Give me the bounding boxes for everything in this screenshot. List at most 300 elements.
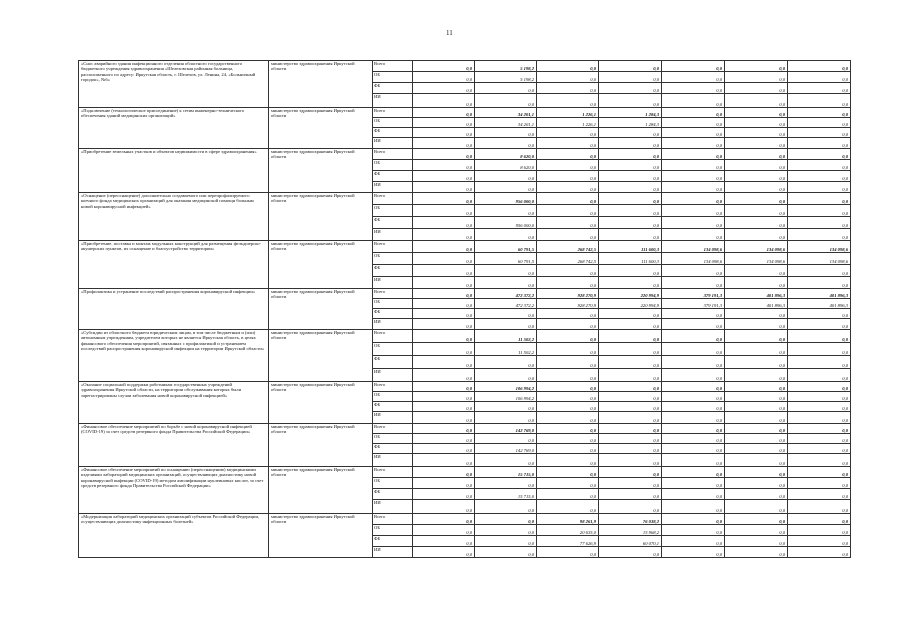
- amount-cell: 0,0: [475, 205, 537, 217]
- amount-cell: 0,0: [413, 412, 475, 424]
- amount-cell: 0,0: [537, 467, 599, 478]
- amount-cell: 0,0: [475, 277, 537, 289]
- amount-cell: 0,0: [599, 424, 662, 434]
- amount-cell: 401 896,3: [725, 289, 788, 299]
- amount-cell: 0,0: [725, 61, 788, 72]
- table-row: [79, 330, 851, 343]
- amount-cell: 0,0: [725, 319, 788, 330]
- amount-cell: 0,0: [599, 217, 662, 229]
- amount-cell: 0,0: [599, 356, 662, 369]
- amount-cell: 0,0: [599, 369, 662, 382]
- amount-cell: 0,0: [725, 467, 788, 478]
- amount-cell: 0,0: [725, 128, 788, 138]
- amount-cell: 0,0: [725, 500, 788, 514]
- responsible-executor: министерство здравоохранения Иркутской области: [269, 289, 373, 330]
- amount-cell: 0,0: [599, 319, 662, 330]
- amount-cell: 401 896,3: [788, 299, 851, 309]
- amount-cell: 0,0: [662, 94, 725, 108]
- amount-cell: 0,0: [662, 536, 725, 547]
- amount-cell: 0,0: [662, 330, 725, 343]
- amount-cell: 0,0: [725, 424, 788, 434]
- responsible-executor: министерство здравоохранения Иркутской области: [269, 108, 373, 149]
- amount-cell: 8 620,0: [475, 149, 537, 160]
- amount-cell: 0,0: [537, 138, 599, 149]
- amount-cell: 956 000,0: [475, 217, 537, 229]
- funding-source: ФБ: [373, 309, 413, 319]
- funding-source: Всего: [373, 330, 413, 343]
- amount-cell: 0,0: [413, 277, 475, 289]
- amount-cell: 0,0: [788, 489, 851, 500]
- amount-cell: 0,0: [599, 83, 662, 94]
- amount-cell: 0,0: [413, 500, 475, 514]
- amount-cell: 0,0: [725, 182, 788, 193]
- table-row: [79, 382, 851, 392]
- amount-cell: 0,0: [537, 149, 599, 160]
- amount-cell: 0,0: [788, 356, 851, 369]
- amount-cell: 0,0: [662, 83, 725, 94]
- amount-cell: 15 715,0: [475, 467, 537, 478]
- amount-cell: 0,0: [725, 171, 788, 182]
- amount-cell: 1 226,1: [537, 108, 599, 118]
- amount-cell: 0,0: [725, 309, 788, 319]
- amount-cell: 0,0: [788, 514, 851, 525]
- amount-cell: 0,0: [662, 265, 725, 277]
- funding-source: ОБ: [373, 253, 413, 265]
- amount-cell: 0,0: [662, 356, 725, 369]
- amount-cell: 0,0: [662, 138, 725, 149]
- responsible-executor: министерство здравоохранения Иркутской области: [269, 61, 373, 108]
- amount-cell: 134 098,6: [662, 241, 725, 253]
- amount-cell: 0,0: [662, 149, 725, 160]
- amount-cell: 0,0: [537, 128, 599, 138]
- activity-name: «Оснащение (переоснащение) дополнительно создаваемого или перепрофилируемого коечного фонда медицинских организаций для оказания медицинской помощи больным новой коронавирусной инфекцией»: [79, 193, 269, 241]
- amount-cell: 0,0: [662, 61, 725, 72]
- amount-cell: 0,0: [725, 205, 788, 217]
- amount-cell: 0,0: [662, 343, 725, 356]
- amount-cell: 0,0: [413, 160, 475, 171]
- amount-cell: 0,0: [662, 525, 725, 536]
- funding-source: ФБ: [373, 265, 413, 277]
- amount-cell: 0,0: [475, 265, 537, 277]
- amount-cell: 0,0: [537, 182, 599, 193]
- table-row: [79, 61, 851, 72]
- amount-cell: 0,0: [788, 392, 851, 402]
- amount-cell: 0,0: [725, 369, 788, 382]
- amount-cell: 0,0: [662, 182, 725, 193]
- funding-source: ФБ: [373, 489, 413, 500]
- activity-name: «Приобретение земельных участков и объектов недвижимости в сфере здравоохранения»: [79, 149, 269, 193]
- activity-name: «Финансовое обеспечение мероприятий по борьбе с новой коронавирусной инфекцией (COVID-19) за счет средств резервного фонда Правительства Российской Федерации»: [79, 424, 269, 467]
- amount-cell: 472 372,2: [475, 299, 537, 309]
- amount-cell: 0,0: [788, 343, 851, 356]
- amount-cell: 0,0: [599, 128, 662, 138]
- amount-cell: 11 502,2: [475, 343, 537, 356]
- funding-source: Всего: [373, 289, 413, 299]
- funding-source: ОБ: [373, 72, 413, 83]
- amount-cell: 0,0: [662, 500, 725, 514]
- amount-cell: 0,0: [413, 478, 475, 489]
- amount-cell: 0,0: [725, 149, 788, 160]
- amount-cell: 0,0: [788, 265, 851, 277]
- amount-cell: 0,0: [537, 500, 599, 514]
- amount-cell: 0,0: [788, 402, 851, 412]
- activity-name: «Подключение (технологическое присоединение) к сетям инженерно-технического обеспечения зданий медицинских организаций»: [79, 108, 269, 149]
- amount-cell: 0,0: [413, 444, 475, 454]
- amount-cell: 0,0: [413, 253, 475, 265]
- amount-cell: 0,0: [725, 536, 788, 547]
- amount-cell: 0,0: [475, 514, 537, 525]
- amount-cell: 379 191,3: [662, 299, 725, 309]
- table-row: [79, 108, 851, 118]
- amount-cell: 134 098,6: [788, 241, 851, 253]
- amount-cell: 0,0: [788, 217, 851, 229]
- amount-cell: 0,0: [788, 424, 851, 434]
- amount-cell: 20 635,0: [537, 525, 599, 536]
- amount-cell: 0,0: [413, 265, 475, 277]
- activity-name: «Субсидии из областного бюджета юридическим лицам, в том числе бюджетным и (или) автономным учреждениям, учредителем которых не является Иркутская область, в целях финансового обеспечения мероприятий, связанных с профилактикой и устранением последствий распространения коронавирусной инфекции на территории Иркутской области»: [79, 330, 269, 382]
- amount-cell: 0,0: [788, 309, 851, 319]
- amount-cell: 0,0: [413, 83, 475, 94]
- funding-source: ОБ: [373, 434, 413, 444]
- amount-cell: 0,0: [599, 309, 662, 319]
- amount-cell: 0,0: [662, 382, 725, 392]
- amount-cell: 0,0: [599, 171, 662, 182]
- funding-source: ИИ: [373, 547, 413, 558]
- funding-source: Всего: [373, 108, 413, 118]
- table-row: [79, 149, 851, 160]
- amount-cell: 0,0: [413, 241, 475, 253]
- amount-cell: 106 994,2: [475, 392, 537, 402]
- amount-cell: 0,0: [475, 171, 537, 182]
- amount-cell: 0,0: [599, 392, 662, 402]
- amount-cell: 0,0: [475, 547, 537, 558]
- amount-cell: 0,0: [413, 138, 475, 149]
- amount-cell: 0,0: [599, 382, 662, 392]
- funding-source: ФБ: [373, 444, 413, 454]
- amount-cell: 0,0: [599, 478, 662, 489]
- amount-cell: 0,0: [788, 319, 851, 330]
- amount-cell: 8 620,0: [475, 160, 537, 171]
- amount-cell: 0,0: [475, 229, 537, 241]
- amount-cell: 0,0: [413, 149, 475, 160]
- activity-name: «Снос аварийного здания инфекционного отделения областного государственного бюджетного учреждения здравоохранения «Шелеховская районная больница, расположенного по адресу: Иркутская область, г. Шелехов, ул. Ленина, 24, «Больничный городок», №6»: [79, 61, 269, 108]
- amount-cell: 0,0: [475, 83, 537, 94]
- amount-cell: 0,0: [788, 205, 851, 217]
- amount-cell: 0,0: [662, 392, 725, 402]
- funding-source: ИИ: [373, 369, 413, 382]
- funding-source: ИИ: [373, 94, 413, 108]
- amount-cell: 0,0: [537, 193, 599, 205]
- amount-cell: 0,0: [725, 392, 788, 402]
- amount-cell: 0,0: [662, 205, 725, 217]
- amount-cell: 0,0: [725, 444, 788, 454]
- amount-cell: 0,0: [413, 434, 475, 444]
- amount-cell: 0,0: [537, 277, 599, 289]
- funding-source: ФБ: [373, 171, 413, 182]
- amount-cell: 928 270,9: [537, 289, 599, 299]
- funding-source: Всего: [373, 424, 413, 434]
- amount-cell: 34 201,1: [475, 118, 537, 128]
- amount-cell: 0,0: [537, 205, 599, 217]
- amount-cell: 142 769,0: [475, 444, 537, 454]
- amount-cell: 34 201,1: [475, 108, 537, 118]
- amount-cell: 76 038,2: [599, 514, 662, 525]
- amount-cell: 0,0: [788, 547, 851, 558]
- amount-cell: 0,0: [537, 83, 599, 94]
- amount-cell: 0,0: [599, 229, 662, 241]
- amount-cell: 0,0: [662, 229, 725, 241]
- amount-cell: 0,0: [662, 489, 725, 500]
- funding-source: ИИ: [373, 500, 413, 514]
- amount-cell: 0,0: [413, 424, 475, 434]
- table-row: [79, 241, 851, 253]
- amount-cell: 0,0: [725, 330, 788, 343]
- amount-cell: 0,0: [599, 444, 662, 454]
- amount-cell: 0,0: [662, 319, 725, 330]
- amount-cell: 0,0: [413, 467, 475, 478]
- amount-cell: 0,0: [788, 330, 851, 343]
- amount-cell: 0,0: [475, 309, 537, 319]
- amount-cell: 77 626,9: [537, 536, 599, 547]
- amount-cell: 0,0: [599, 61, 662, 72]
- amount-cell: 0,0: [788, 83, 851, 94]
- amount-cell: 0,0: [537, 547, 599, 558]
- amount-cell: 0,0: [413, 193, 475, 205]
- funding-source: ОБ: [373, 299, 413, 309]
- amount-cell: 0,0: [662, 309, 725, 319]
- funding-source: ФБ: [373, 83, 413, 94]
- amount-cell: 0,0: [725, 489, 788, 500]
- amount-cell: 0,0: [413, 330, 475, 343]
- amount-cell: 0,0: [599, 205, 662, 217]
- amount-cell: 0,0: [537, 229, 599, 241]
- amount-cell: 15 968,2: [599, 525, 662, 536]
- amount-cell: 0,0: [662, 108, 725, 118]
- funding-source: ИИ: [373, 319, 413, 330]
- amount-cell: 0,0: [475, 434, 537, 444]
- amount-cell: 0,0: [537, 94, 599, 108]
- amount-cell: 0,0: [662, 444, 725, 454]
- amount-cell: 0,0: [788, 94, 851, 108]
- amount-cell: 0,0: [662, 514, 725, 525]
- amount-cell: 0,0: [788, 149, 851, 160]
- amount-cell: 0,0: [599, 434, 662, 444]
- responsible-executor: министерство здравоохранения Иркутской области: [269, 241, 373, 289]
- funding-source: ОБ: [373, 525, 413, 536]
- amount-cell: 0,0: [537, 412, 599, 424]
- amount-cell: 134 098,6: [725, 241, 788, 253]
- amount-cell: 0,0: [413, 356, 475, 369]
- amount-cell: 0,0: [788, 434, 851, 444]
- amount-cell: 0,0: [413, 299, 475, 309]
- amount-cell: 0,0: [599, 489, 662, 500]
- amount-cell: 0,0: [788, 193, 851, 205]
- amount-cell: 0,0: [788, 108, 851, 118]
- amount-cell: 0,0: [725, 193, 788, 205]
- amount-cell: 0,0: [725, 118, 788, 128]
- amount-cell: 0,0: [662, 160, 725, 171]
- amount-cell: 0,0: [788, 61, 851, 72]
- amount-cell: 0,0: [725, 547, 788, 558]
- funding-source: ИИ: [373, 182, 413, 193]
- amount-cell: 472 372,2: [475, 289, 537, 299]
- table-row: [79, 514, 851, 525]
- amount-cell: 0,0: [725, 138, 788, 149]
- amount-cell: 0,0: [788, 160, 851, 171]
- amount-cell: 0,0: [599, 265, 662, 277]
- activity-name: «Оказание социальной поддержки работникам государственных учреждений здравоохранения Иркутской области, на территории обслуживания которых были зарегистрированы случаи заболевания новой коронавирусной инфекцией»: [79, 382, 269, 424]
- amount-cell: 0,0: [537, 343, 599, 356]
- amount-cell: 106 994,2: [475, 382, 537, 392]
- amount-cell: 0,0: [413, 72, 475, 83]
- amount-cell: 0,0: [599, 547, 662, 558]
- amount-cell: 0,0: [725, 525, 788, 536]
- amount-cell: 0,0: [537, 356, 599, 369]
- funding-source: ФБ: [373, 356, 413, 369]
- amount-cell: 401 896,3: [725, 299, 788, 309]
- funding-source: ИИ: [373, 138, 413, 149]
- amount-cell: 0,0: [475, 454, 537, 467]
- amount-cell: 0,0: [725, 343, 788, 356]
- amount-cell: 0,0: [725, 94, 788, 108]
- amount-cell: 0,0: [725, 83, 788, 94]
- amount-cell: 0,0: [788, 412, 851, 424]
- amount-cell: 0,0: [725, 265, 788, 277]
- amount-cell: 98 261,9: [537, 514, 599, 525]
- responsible-executor: министерство здравоохранения Иркутской области: [269, 149, 373, 193]
- funding-source: ФБ: [373, 536, 413, 547]
- amount-cell: 0,0: [662, 402, 725, 412]
- amount-cell: 0,0: [475, 525, 537, 536]
- amount-cell: 0,0: [788, 369, 851, 382]
- amount-cell: 379 191,3: [662, 289, 725, 299]
- funding-source: ИИ: [373, 277, 413, 289]
- amount-cell: 0,0: [788, 72, 851, 83]
- amount-cell: 0,0: [413, 229, 475, 241]
- funding-source: Всего: [373, 61, 413, 72]
- amount-cell: 0,0: [788, 229, 851, 241]
- amount-cell: 0,0: [599, 72, 662, 83]
- amount-cell: 5 198,2: [475, 72, 537, 83]
- amount-cell: 0,0: [788, 182, 851, 193]
- amount-cell: 0,0: [788, 138, 851, 149]
- amount-cell: 268 742,5: [537, 253, 599, 265]
- amount-cell: 0,0: [413, 525, 475, 536]
- funding-source: Всего: [373, 241, 413, 253]
- amount-cell: 5 198,2: [475, 61, 537, 72]
- amount-cell: 0,0: [662, 478, 725, 489]
- amount-cell: 0,0: [537, 319, 599, 330]
- amount-cell: 0,0: [788, 525, 851, 536]
- amount-cell: 0,0: [662, 118, 725, 128]
- amount-cell: 0,0: [413, 108, 475, 118]
- amount-cell: 0,0: [788, 478, 851, 489]
- amount-cell: 0,0: [537, 454, 599, 467]
- funding-source: ФБ: [373, 128, 413, 138]
- amount-cell: 0,0: [788, 444, 851, 454]
- funding-source: ФБ: [373, 217, 413, 229]
- amount-cell: 0,0: [413, 392, 475, 402]
- amount-cell: 60 070,1: [599, 536, 662, 547]
- amount-cell: 0,0: [788, 277, 851, 289]
- amount-cell: 0,0: [725, 514, 788, 525]
- amount-cell: 956 000,0: [475, 193, 537, 205]
- funding-source: ОБ: [373, 478, 413, 489]
- amount-cell: 0,0: [413, 319, 475, 330]
- amount-cell: 0,0: [788, 536, 851, 547]
- amount-cell: 0,0: [662, 454, 725, 467]
- amount-cell: 220 994,9: [599, 289, 662, 299]
- amount-cell: 0,0: [537, 424, 599, 434]
- amount-cell: 0,0: [413, 369, 475, 382]
- amount-cell: 0,0: [788, 128, 851, 138]
- amount-cell: 0,0: [599, 467, 662, 478]
- amount-cell: 0,0: [599, 193, 662, 205]
- amount-cell: 0,0: [662, 128, 725, 138]
- amount-cell: 134 098,6: [662, 253, 725, 265]
- amount-cell: 0,0: [413, 128, 475, 138]
- amount-cell: 0,0: [475, 182, 537, 193]
- amount-cell: 0,0: [475, 369, 537, 382]
- amount-cell: 0,0: [662, 424, 725, 434]
- amount-cell: 0,0: [537, 444, 599, 454]
- responsible-executor: министерство здравоохранения Иркутской области: [269, 467, 373, 514]
- amount-cell: 0,0: [599, 94, 662, 108]
- amount-cell: 0,0: [599, 149, 662, 160]
- responsible-executor: министерство здравоохранения Иркутской области: [269, 193, 373, 241]
- amount-cell: 0,0: [788, 467, 851, 478]
- table-row: [79, 289, 851, 299]
- amount-cell: 0,0: [599, 412, 662, 424]
- funding-source: Всего: [373, 382, 413, 392]
- amount-cell: 928 270,9: [537, 299, 599, 309]
- amount-cell: 60 791,5: [475, 253, 537, 265]
- amount-cell: 0,0: [413, 547, 475, 558]
- amount-cell: 0,0: [475, 402, 537, 412]
- amount-cell: 0,0: [662, 412, 725, 424]
- amount-cell: 0,0: [662, 72, 725, 83]
- amount-cell: 0,0: [788, 454, 851, 467]
- amount-cell: 1 226,1: [537, 118, 599, 128]
- amount-cell: 0,0: [599, 454, 662, 467]
- amount-cell: 0,0: [537, 382, 599, 392]
- amount-cell: 0,0: [475, 478, 537, 489]
- amount-cell: 0,0: [413, 182, 475, 193]
- funding-source: ОБ: [373, 205, 413, 217]
- amount-cell: 111 600,3: [599, 241, 662, 253]
- activity-name: «Приобретение, поставка и монтаж модульных конструкций для размещения фельдшерско-акушерских пунктов, их оснащение и благоустройство территории»: [79, 241, 269, 289]
- amount-cell: 0,0: [725, 217, 788, 229]
- amount-cell: 0,0: [788, 171, 851, 182]
- amount-cell: 0,0: [413, 205, 475, 217]
- amount-cell: 0,0: [475, 138, 537, 149]
- amount-cell: 0,0: [413, 454, 475, 467]
- activity-name: «Профилактика и устранение последствий распространения коронавирусной инфекции»: [79, 289, 269, 330]
- amount-cell: 0,0: [725, 402, 788, 412]
- amount-cell: 0,0: [599, 182, 662, 193]
- amount-cell: 0,0: [662, 369, 725, 382]
- amount-cell: 0,0: [537, 61, 599, 72]
- amount-cell: 0,0: [537, 330, 599, 343]
- funding-source: ОБ: [373, 392, 413, 402]
- table-row: [79, 193, 851, 205]
- amount-cell: 0,0: [413, 402, 475, 412]
- amount-cell: 134 098,6: [788, 253, 851, 265]
- responsible-executor: министерство здравоохранения Иркутской области: [269, 382, 373, 424]
- amount-cell: 0,0: [475, 319, 537, 330]
- amount-cell: 0,0: [662, 434, 725, 444]
- amount-cell: 0,0: [788, 500, 851, 514]
